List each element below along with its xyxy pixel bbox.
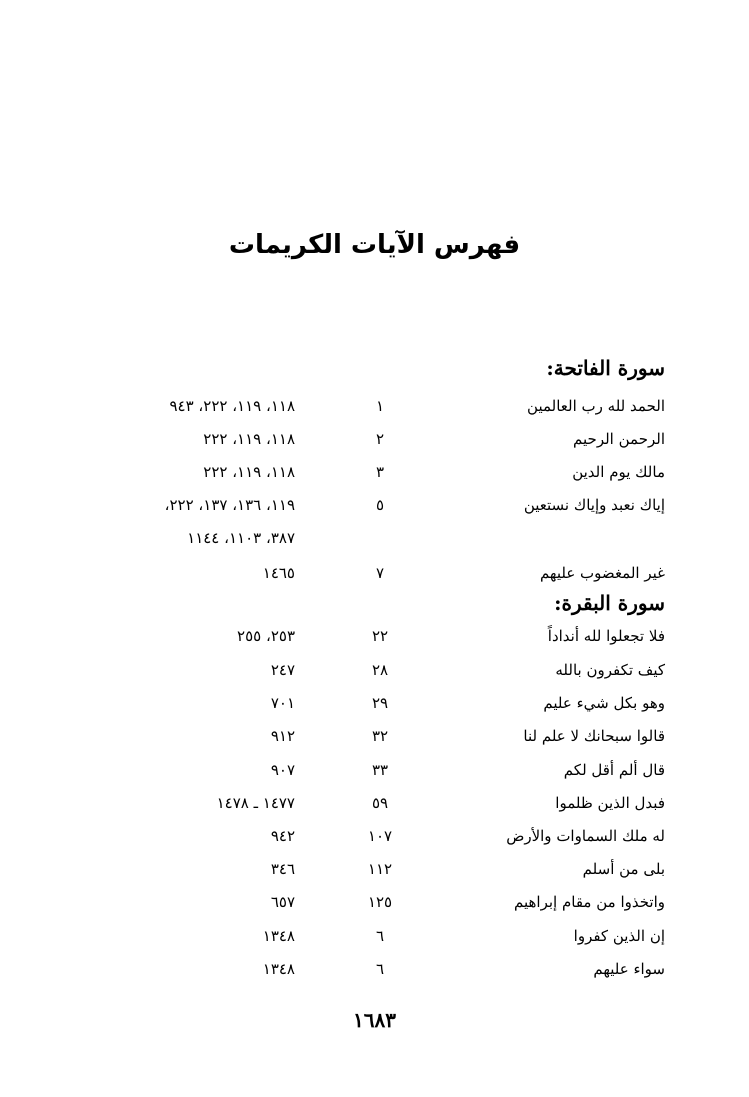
index-row [0,496,749,526]
verse-number: ١ [375,397,385,415]
verse-text: بلى من أسلم [582,860,665,878]
page-references: ١١٨، ١١٩، ٢٢٢ [203,430,295,448]
index-row [0,827,749,857]
page-references: ٣٤٦ [270,860,295,878]
index-row [0,761,749,791]
verse-number: ٢٩ [371,694,389,712]
page-references: ١١٨، ١١٩، ٢٢٢، ٩٤٣ [169,397,295,415]
index-row [0,463,749,493]
index-row [0,564,749,594]
page-references: ١٤٧٧ ـ ١٤٧٨ [216,794,295,812]
index-row [0,529,749,559]
index-row [0,893,749,923]
verse-text: فلا تجعلوا لله أنداداً [547,627,665,645]
index-row [0,397,749,427]
verse-number: ١٠٧ [367,827,393,845]
index-row [0,430,749,460]
verse-number: ١٢٥ [367,893,393,911]
verse-text: إياك نعبد وإياك نستعين [523,496,665,514]
page-references: ٢٤٧ [270,661,295,679]
page-references: ٦٥٧ [270,893,295,911]
verse-text: قالوا سبحانك لا علم لنا [523,727,665,745]
index-row [0,694,749,724]
verse-text: وهو بكل شيء عليم [543,694,665,712]
verse-text: واتخذوا من مقام إبراهيم [514,893,665,911]
verse-number: ٥ [375,496,385,514]
verse-text: مالك يوم الدين [572,463,665,481]
verse-number: ٥٩ [371,794,389,812]
index-row [0,960,749,990]
verse-text: الحمد لله رب العالمين [527,397,665,415]
page-references: ٣٨٧، ١١٠٣، ١١٤٤ [187,529,295,547]
page-number: ١٦٨٣ [353,1008,396,1032]
index-row [0,794,749,824]
page-references: ٩٠٧ [270,761,295,779]
verse-text: كيف تكفرون بالله [555,661,665,679]
verse-number: ٣٣ [371,761,389,779]
verse-text: سواء عليهم [593,960,665,978]
verse-text: فبدل الذين ظلموا [555,794,665,812]
index-row [0,927,749,957]
verse-number: ٢٨ [371,661,389,679]
page-references: ٧٠١ [270,694,295,712]
verse-number: ١١٢ [367,860,393,878]
index-row [0,627,749,657]
index-row [0,860,749,890]
page-references: ١٣٤٨ [262,960,295,978]
verse-number: ٧ [375,564,385,582]
page-references: ٢٥٣، ٢٥٥ [237,627,295,645]
verse-text: قال ألم أقل لكم [563,761,665,779]
verse-number: ٣٢ [371,727,389,745]
index-row [0,727,749,757]
page-references: ١١٨، ١١٩، ٢٢٢ [203,463,295,481]
page-references: ٩٤٢ [270,827,295,845]
verse-number: ٦ [375,960,385,978]
verse-text: له ملك السماوات والأرض [506,827,665,845]
verse-text: إن الذين كفروا [573,927,665,945]
page-references: ١٣٤٨ [262,927,295,945]
verse-number: ٢ [375,430,385,448]
verse-number: ٦ [375,927,385,945]
verse-number: ٢٢ [371,627,389,645]
surah-heading-fatiha: سورة الفاتحة: [546,356,665,380]
verse-text: غير المغضوب عليهم [539,564,665,582]
verse-text: الرحمن الرحيم [573,430,665,448]
page-title: فهرس الآيات الكريمات [228,230,521,260]
page-references: ١٤٦٥ [262,564,295,582]
page-references: ٩١٢ [270,727,295,745]
index-row [0,661,749,691]
verse-number: ٣ [375,463,385,481]
surah-heading-baqarah: سورة البقرة: [554,591,665,615]
page-references: ١١٩، ١٣٦، ١٣٧، ٢٢٢، [164,496,295,514]
